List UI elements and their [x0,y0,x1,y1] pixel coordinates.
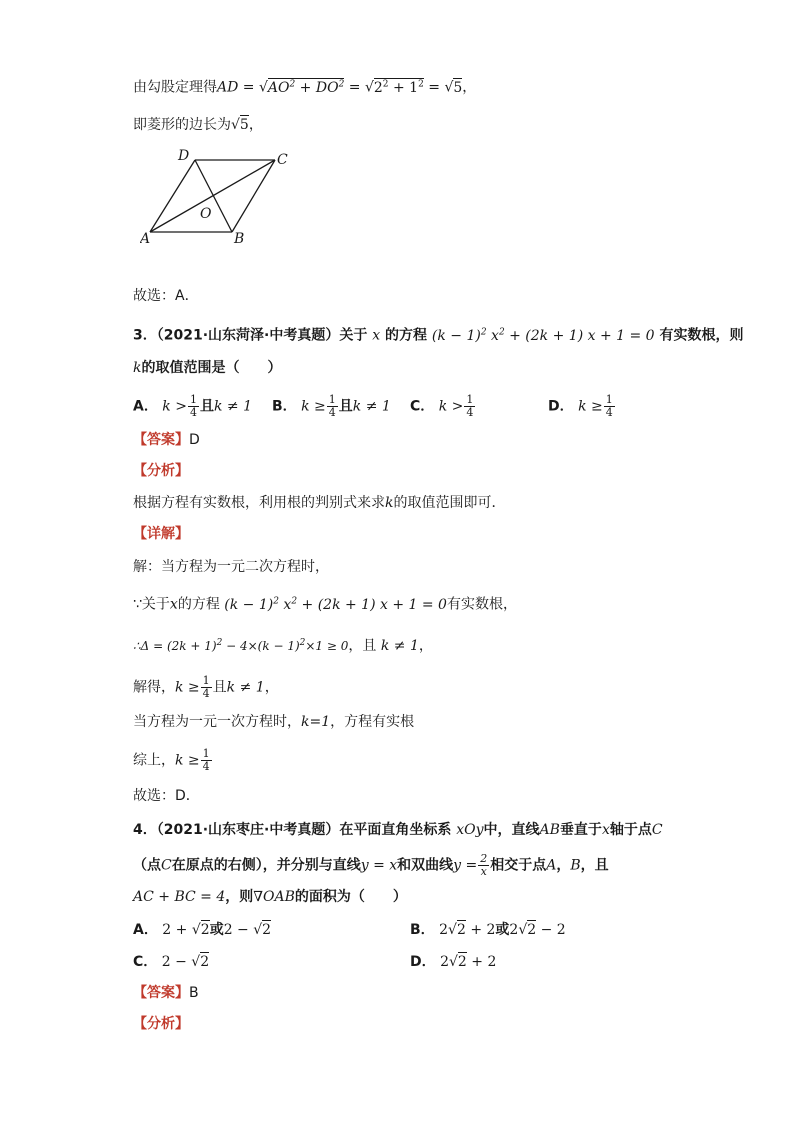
label-o: O [200,206,212,222]
text-segment: ， [248,117,263,133]
q3-analysis-tag: 【分析】 [133,463,189,479]
text-segment: ， [462,79,477,96]
label-d: D [178,148,190,164]
q3-stem-line1: 3．（2021·山东菏泽·中考真题）关于 x 的方程 $(k - 1)^2$ $x^2 + (2k + 1) x + 1 = 0$ 有实数根，则 [133,327,744,344]
label-c: C [277,152,288,168]
q3-option-d[interactable]: D． k ≥ $\frac{1}{4}$ [548,393,613,419]
text-segment: 即菱形的边长为 [133,117,231,133]
q4-stem-line1: 4．（2021·山东枣庄·中考真题）在平面直角坐标系 xOy中，直线AB垂直于x轴于点C [133,822,663,838]
q3-solution-2: ∵关于x的方程 $(k - 1)^2$ $x^2 + (2k + 1) x + 1 = 0$有实数根， [133,596,517,613]
diagonal-ac [150,160,275,232]
q4-option-b[interactable]: B． 2√2 + 2或2√2 − 2 [410,922,566,938]
q4-option-d[interactable]: D． 2√2 + 2 [410,954,497,970]
q3-option-c[interactable]: C． k > $\frac{1}{4}$ [410,393,474,419]
rhombus-figure [140,146,300,246]
q3-analysis-text: 根据方程有实数根，利用根的判别式来求k的取值范围即可． [133,495,506,511]
edge-cb [232,160,275,232]
q3-solution-5: 当方程为一元一次方程时，k=1，方程有实根 [133,714,415,730]
side-length-line: 即菱形的边长为√5， [133,117,263,133]
q3-option-a[interactable]: A． k > $\frac{1}{4}$ 且k ≠ 1 [133,393,252,419]
q3-solution-3: ∴Δ = $(2k + 1)^2 - 4\times(k - 1)^2\times 1 \ge 0$，且 k ≠ 1， [133,638,433,654]
text-segment: 由勾股定理得 [133,79,217,96]
q4-option-c[interactable]: C． 2 − √2 [133,954,210,970]
answer-line-prev: 故选：A． [133,288,199,304]
q4-option-a[interactable]: A． 2 + √2或2 − √2 [133,922,272,938]
edge-ad [150,160,195,232]
q3-detail-tag: 【详解】 [133,526,189,542]
q3-solution-6: 综上，k ≥ $\frac{1}{4}$ [133,747,210,773]
q3-option-b[interactable]: B． k ≥ $\frac{1}{4}$ 且k ≠ 1 [272,393,391,419]
q4-analysis-tag: 【分析】 [133,1016,189,1032]
label-b: B [234,231,245,246]
q3-final: 故选：D． [133,788,200,804]
q4-stem-line3: AC + BC = 4，则∇OAB的面积为（ ） [133,889,407,905]
q3-solution-4: 解得，k ≥ $\frac{1}{4}$ 且k ≠ 1， [133,674,279,700]
q3-answer: 【答案】D [133,432,200,448]
pythagoras-line: 由勾股定理得AD = $√AO^2 + DO^2 = √2^2 + 1^2 = √5$， [133,79,477,96]
q3-solution-1: 解：当方程为一元二次方程时， [133,559,329,575]
q4-stem-line2: （点C在原点的右侧），并分别与直线y = x和双曲线y = $\frac{2}{x}$ 相交于点A，B，且 [133,852,609,878]
label-a: A [140,231,151,246]
q4-answer: 【答案】B [133,985,199,1001]
q3-stem-line2: k的取值范围是（ ） [133,360,282,376]
